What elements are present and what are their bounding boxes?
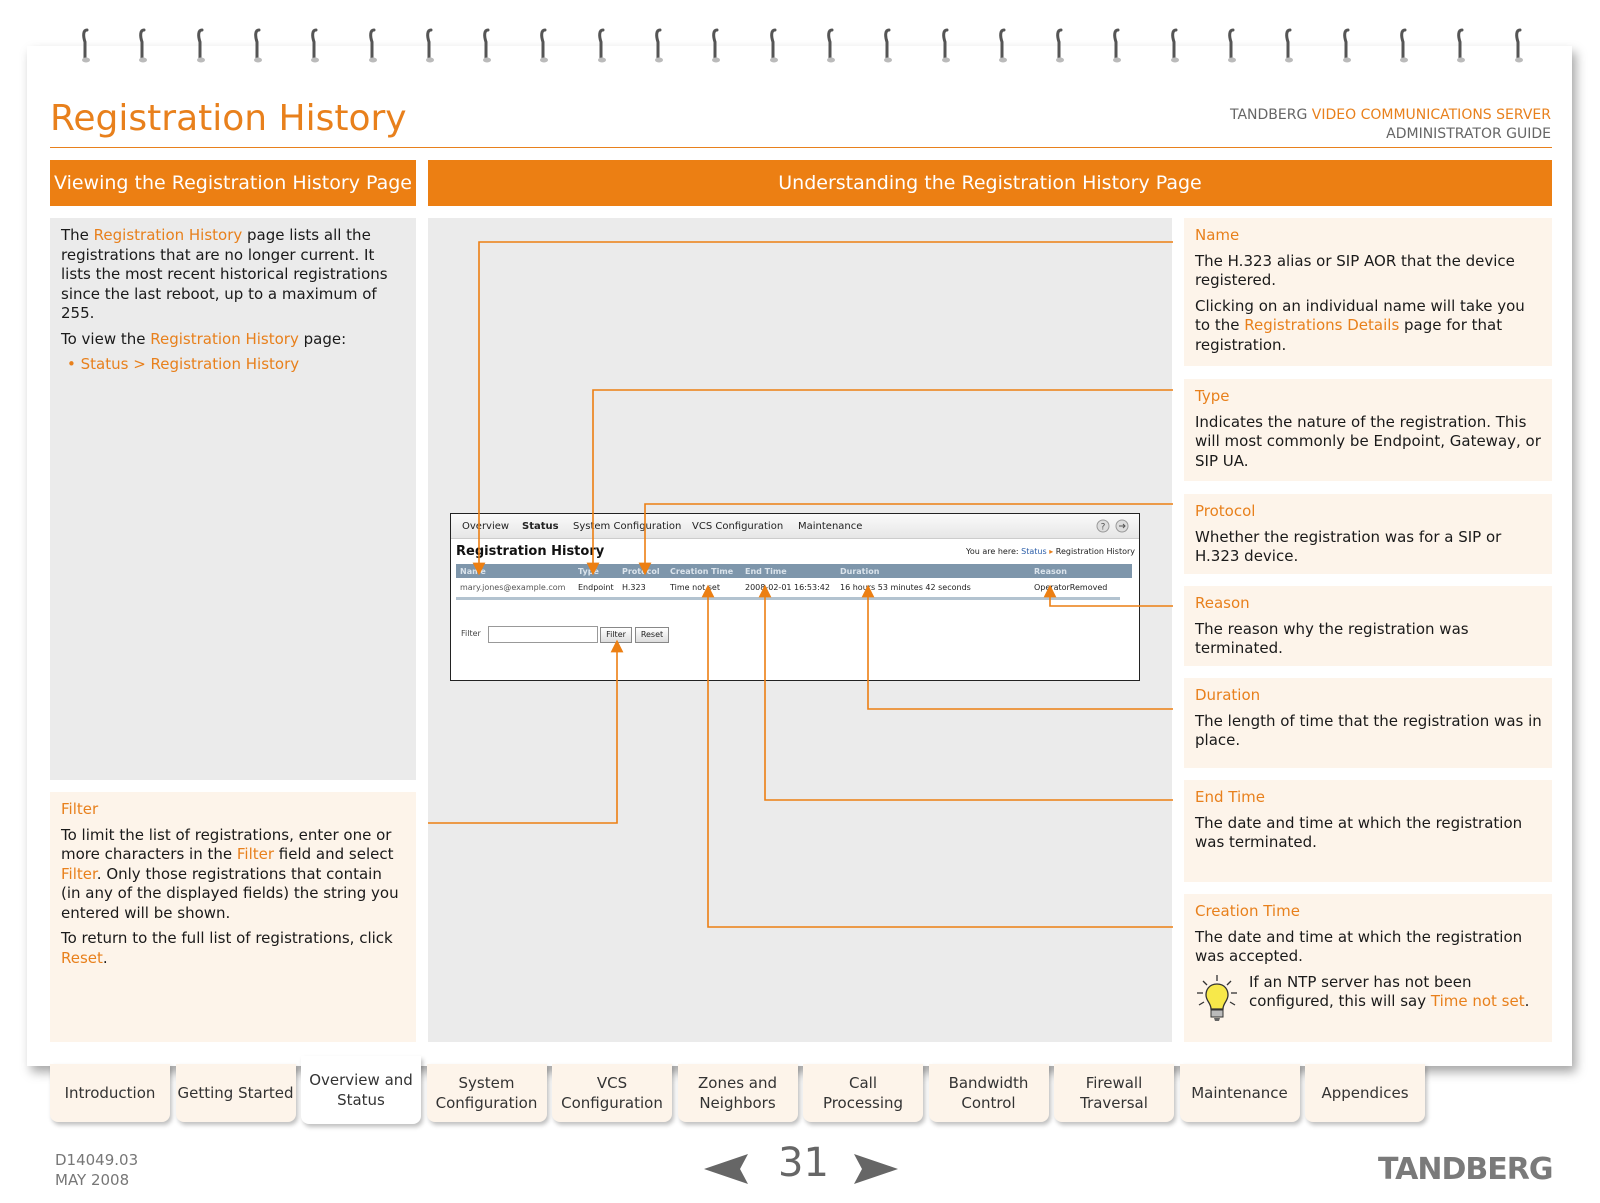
tab-zones-and[interactable]: Zones and Neighbors [678, 1064, 798, 1122]
cell-type: Endpoint [578, 583, 614, 592]
tandberg-logo: TANDBERG [1378, 1152, 1553, 1187]
ntp-tip: If an NTP server has not been configured, this will say Time not set. [1195, 973, 1543, 1012]
nav-vcs-configuration[interactable]: VCS Configuration [692, 521, 784, 532]
tab-bandwidth[interactable]: Bandwidth Control [929, 1064, 1049, 1122]
tab-introduction[interactable]: Introduction [50, 1064, 170, 1122]
tab-maintenance[interactable]: Maintenance [1180, 1064, 1300, 1122]
type-heading: Type [1195, 387, 1230, 405]
callout-creation-time [708, 591, 1173, 927]
view-paragraph: To view the Registration History page: [61, 329, 347, 348]
brand-guide: ADMINISTRATOR GUIDE [1386, 126, 1551, 142]
filter-paragraph-2: To return to the full list of registrations, click Reset. [61, 929, 393, 967]
left-section-heading: Viewing the Registration History Page [50, 160, 416, 206]
tab-vcs[interactable]: VCS Configuration [552, 1064, 672, 1122]
protocol-desc: Whether the registration was for a SIP or H.323 device. [1195, 527, 1502, 565]
col-name[interactable]: Name [460, 567, 486, 576]
col-creation-time[interactable]: Creation Time [670, 567, 734, 576]
lightbulb-icon [1195, 973, 1239, 1023]
svg-text:?: ? [1100, 522, 1106, 533]
end-time-panel [1184, 780, 1552, 882]
nav-status[interactable]: Status [522, 521, 559, 532]
name-panel [1184, 218, 1552, 366]
protocol-heading: Protocol [1195, 502, 1256, 520]
cell-protocol: H.323 [622, 583, 646, 592]
nav-overview[interactable]: Overview [462, 521, 510, 532]
tab-firewall[interactable]: Firewall Traversal [1054, 1064, 1174, 1122]
reason-panel [1184, 586, 1552, 666]
creation-time-heading: Creation Time [1195, 902, 1300, 920]
name-heading: Name [1195, 226, 1240, 244]
col-duration[interactable]: Duration [840, 567, 880, 576]
tab-appendices[interactable]: Appendices [1305, 1064, 1425, 1122]
end-time-desc: The date and time at which the registration was terminated. [1195, 813, 1523, 851]
col-reason[interactable]: Reason [1034, 567, 1067, 576]
filter-button[interactable]: Filter [600, 627, 632, 643]
creation-time-desc: The date and time at which the registration was accepted. [1195, 927, 1523, 965]
callout-name [479, 242, 1173, 569]
filter-label: Filter [461, 629, 481, 638]
cell-name[interactable]: mary.jones@example.com [460, 583, 566, 592]
reset-button[interactable]: Reset [635, 627, 669, 643]
callout-type [593, 390, 1173, 569]
name-desc-2: Clicking on an individual name will take you to the Registrations Details page for that registration. [1195, 296, 1525, 354]
tab-overview-and[interactable]: Overview and Status [301, 1056, 421, 1124]
status-menu-path-link[interactable]: Status > Registration History [80, 355, 300, 373]
cell-end-time: 2008-02-01 16:53:42 [745, 583, 830, 592]
filter-heading: Filter [61, 800, 99, 818]
type-desc: Indicates the nature of the registration. This will most commonly be Endpoint, Gateway, or SIP UA. [1195, 412, 1541, 470]
cell-creation-time: Time not set [670, 583, 720, 592]
col-protocol[interactable]: Protocol [622, 567, 660, 576]
tab-system[interactable]: System Configuration [427, 1064, 547, 1122]
nav-system-configuration[interactable]: System Configuration [573, 521, 682, 532]
callout-protocol [645, 504, 1173, 569]
bullet-icon: • [67, 355, 81, 373]
type-panel [1184, 379, 1552, 481]
nav-maintenance[interactable]: Maintenance [798, 521, 863, 532]
page-number: 31 [778, 1140, 829, 1186]
col-end-time[interactable]: End Time [745, 567, 787, 576]
end-time-heading: End Time [1195, 788, 1265, 806]
reason-desc: The reason why the registration was terminated. [1195, 619, 1469, 657]
callout-reason [1050, 591, 1173, 606]
doc-date: MAY 2008 [55, 1171, 130, 1189]
breadcrumb: You are here: Status ▸ Registration History [966, 547, 1135, 556]
col-type[interactable]: Type [578, 567, 599, 576]
prev-arrow-icon[interactable] [702, 1152, 750, 1186]
footer-doc-info [55, 1150, 138, 1190]
callout-end-time [765, 591, 1173, 800]
callout-filter [428, 646, 617, 823]
registration-history-link-2[interactable]: Registration History [150, 329, 299, 348]
name-desc: The H.323 alias or SIP AOR that the device registered. [1195, 251, 1515, 289]
breadcrumb-status-link[interactable]: Status [1021, 547, 1047, 556]
registrations-details-link[interactable]: Registrations Details [1244, 316, 1400, 334]
cell-duration: 16 hours 53 minutes 42 seconds [840, 583, 971, 592]
brand-product: VIDEO COMMUNICATIONS SERVER [1311, 107, 1551, 123]
page-title: Registration History [50, 98, 407, 139]
protocol-panel [1184, 494, 1552, 574]
tab-getting-started[interactable]: Getting Started [176, 1064, 296, 1122]
screenshot-title: Registration History [456, 544, 605, 559]
next-arrow-icon[interactable] [852, 1152, 900, 1186]
duration-desc: The length of time that the registration was in place. [1195, 711, 1542, 749]
reason-heading: Reason [1195, 594, 1250, 612]
intro-paragraph: The Registration History page lists all the registrations that are no longer current. It lists the most recent historical registrations since the last reboot, up to a maximum of 255. [61, 226, 388, 322]
creation-time-panel [1184, 894, 1552, 1042]
right-section-heading: Understanding the Registration History Page [428, 160, 1552, 206]
tab-call[interactable]: Call Processing [803, 1064, 923, 1122]
callout-duration [868, 591, 1173, 709]
cell-reason: OperatorRemoved [1034, 583, 1108, 592]
doc-id: D14049.03 [55, 1151, 139, 1169]
brand-prefix: TANDBERG [1229, 107, 1308, 123]
duration-heading: Duration [1195, 686, 1261, 704]
filter-paragraph-1: To limit the list of registrations, enter one or more characters in the Filter field and select Filter. Only those registrations that contain (in any of the displayed fields) the string you entered will be shown. [61, 825, 399, 922]
registration-history-link[interactable]: Registration History [93, 226, 243, 244]
duration-panel [1184, 678, 1552, 768]
